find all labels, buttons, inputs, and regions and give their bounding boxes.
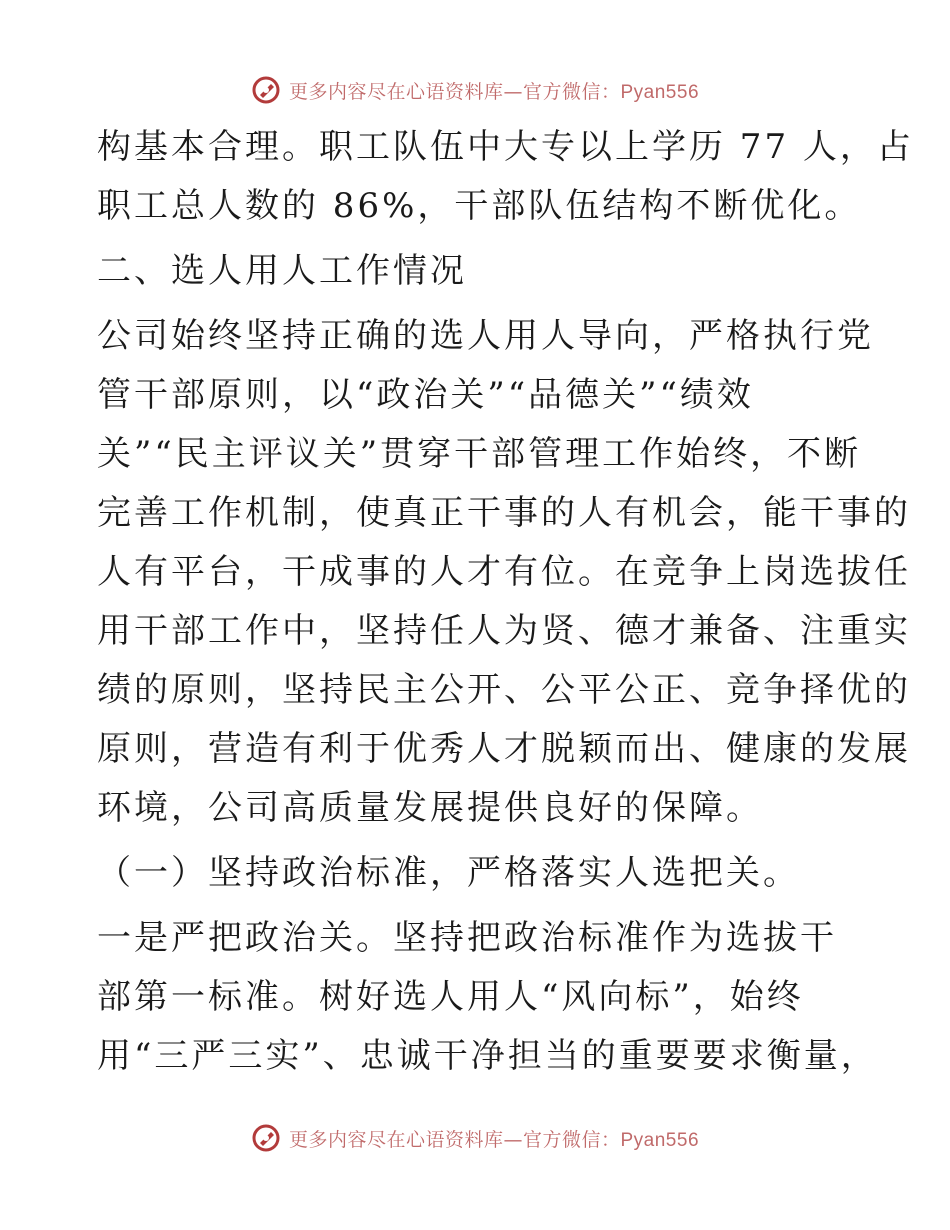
logo-icon: [251, 1123, 281, 1153]
header-banner: [0, 70, 950, 110]
text-line: 一是严把政治关。坚持把政治标准作为选拔干: [97, 918, 837, 958]
footer-text: 更多内容尽在心语资料库—官方微信：Pyan556: [288, 1128, 700, 1151]
text-line: 用干部工作中，坚持任人为贤、德才兼备、注重实: [97, 611, 911, 651]
text-line: 原则，营造有利于优秀人才脱颖而出、健康的发展: [97, 729, 911, 769]
text-line: 公司始终坚持正确的选人用人导向，严格执行党: [97, 316, 874, 356]
document-body: [97, 118, 914, 1086]
text-line: 管干部原则，以“政治关”“品德关”“绩效: [97, 375, 754, 415]
text-line: 关”“民主评议关”贯穿干部管理工作始终，不断: [97, 434, 862, 474]
text-line: 完善工作机制，使真正干事的人有机会，能干事的: [97, 493, 911, 533]
footer-contact-id: Pyan556: [620, 1129, 700, 1151]
footer-banner: [0, 1118, 950, 1158]
text-line: 职工总人数的 86%，干部队伍结构不断优化。: [97, 186, 862, 226]
text-line: 构基本合理。职工队伍中大专以上学历 77 人，占: [97, 127, 914, 167]
text-line: 用“三严三实”、忠诚干净担当的重要要求衡量，: [97, 1036, 878, 1076]
subsection-heading: （一）坚持政治标准，严格落实人选把关。: [97, 853, 800, 893]
text-line: 人有平台，干成事的人才有位。在竞争上岗选拔任: [97, 552, 911, 592]
text-line: 环境，公司高质量发展提供良好的保障。: [97, 788, 763, 828]
header-text: 更多内容尽在心语资料库—官方微信：Pyan556: [288, 80, 700, 103]
logo-icon: [251, 75, 281, 105]
text-line: 部第一标准。树好选人用人“风向标”，始终: [97, 977, 804, 1017]
section-heading: 二、选人用人工作情况: [97, 251, 467, 291]
header-contact-id: Pyan556: [620, 81, 700, 103]
text-line: 绩的原则，坚持民主公开、公平公正、竞争择优的: [97, 670, 911, 710]
